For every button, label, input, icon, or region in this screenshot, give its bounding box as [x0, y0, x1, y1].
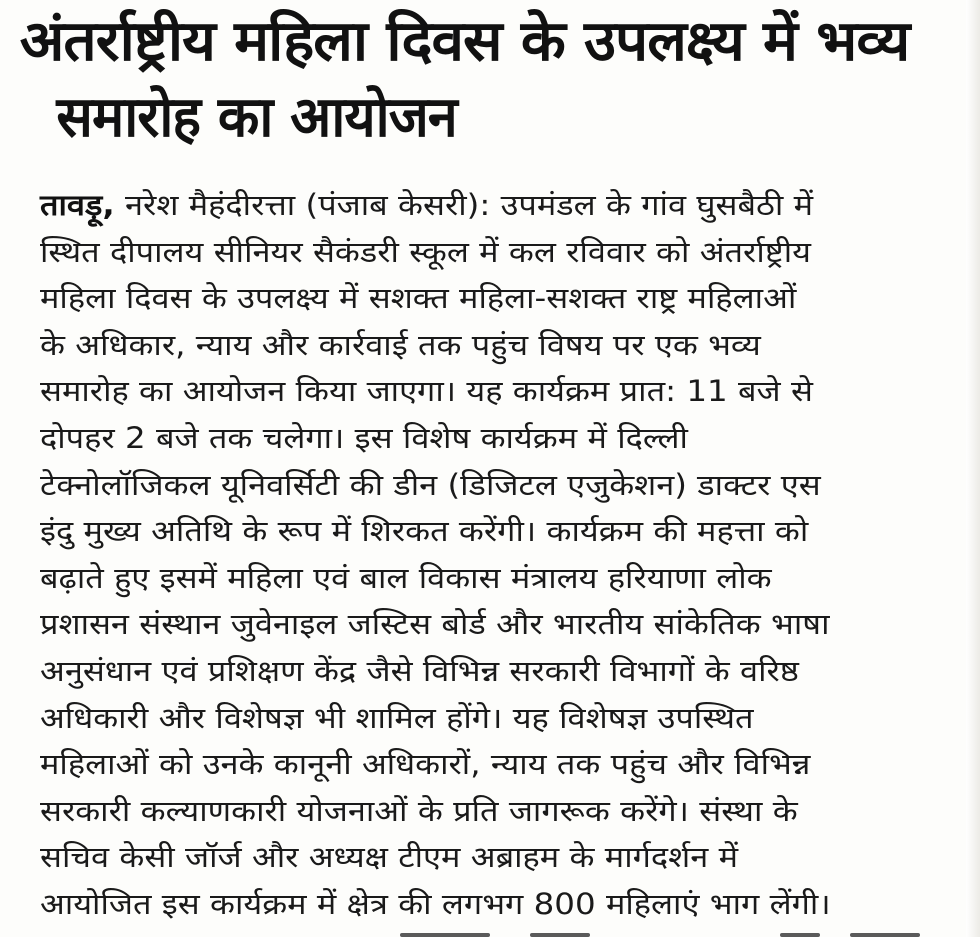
body-line: अधिकारी और विशेषज्ञ भी शामिल होंगे। यह विशेषज्ञ उपस्थित: [40, 700, 754, 735]
body-line: समारोह का आयोजन किया जाएगा। यह कार्यक्रम प्रात: 11 बजे से: [40, 374, 813, 409]
body-line: दोपहर 2 बजे तक चलेगा। इस विशेष कार्यक्रम में दिल्ली: [40, 420, 688, 455]
body-line: सचिव केसी जॉर्ज और अध्यक्ष टीएम अब्राहम के मार्गदर्शन में: [40, 840, 739, 875]
body-line: महिलाओं को उनके कानूनी अधिकारों, न्याय तक पहुंच और विभिन्न: [40, 747, 811, 782]
body-line: स्थित दीपालय सीनियर सैकंडरी स्कूल में कल रविवार को अंतर्राष्ट्रीय: [40, 234, 811, 269]
body-line: आयोजित इस कार्यक्रम में क्षेत्र की लगभग 800 महिलाएं भाग लेंगी।: [40, 886, 831, 921]
body-line: के अधिकार, न्याय और कार्रवाई तक पहुंच विषय पर एक भव्य: [40, 327, 761, 362]
article-body: [40, 182, 940, 928]
body-line: [40, 182, 980, 229]
body-line: टेक्नोलॉजिकल यूनिवर्सिटी की डीन (डिजिटल एजुकेशन) डाक्टर एस: [40, 467, 821, 502]
body-line: महिला दिवस के उपलक्ष्य में सशक्त महिला-सशक्त राष्ट्र महिलाओं: [40, 281, 797, 316]
body-line: सरकारी कल्याणकारी योजनाओं के प्रति जागरूक करेंगे। संस्था के: [40, 793, 798, 828]
body-line-text: नरेश मैहंदीरत्ता (पंजाब केसरी): उपमंडल के गांव घुसबैठी में: [114, 188, 814, 222]
headline-line-1: अंतर्राष्ट्रीय महिला दिवस के उपलक्ष्य में भव्य: [19, 9, 910, 74]
next-line-cutoff: [380, 926, 940, 937]
body-line: इंदु मुख्य अतिथि के रूप में शिरकत करेंगी। कार्यक्रम की महत्ता को: [40, 514, 809, 549]
body-line: बढ़ाते हुए इसमें महिला एवं बाल विकास मंत्रालय हरियाणा लोक: [40, 560, 772, 595]
article-headline: [19, 4, 950, 156]
headline-line-2: समारोह का आयोजन: [56, 85, 457, 150]
body-line: अनुसंधान एवं प्रशिक्षण केंद्र जैसे विभिन्न सरकारी विभागों के वरिष्ठ: [40, 653, 799, 688]
dateline: तावड़ू,: [40, 188, 115, 222]
body-line: प्रशासन संस्थान जुवेनाइल जस्टिस बोर्ड और भारतीय सांकेतिक भाषा: [40, 607, 830, 642]
